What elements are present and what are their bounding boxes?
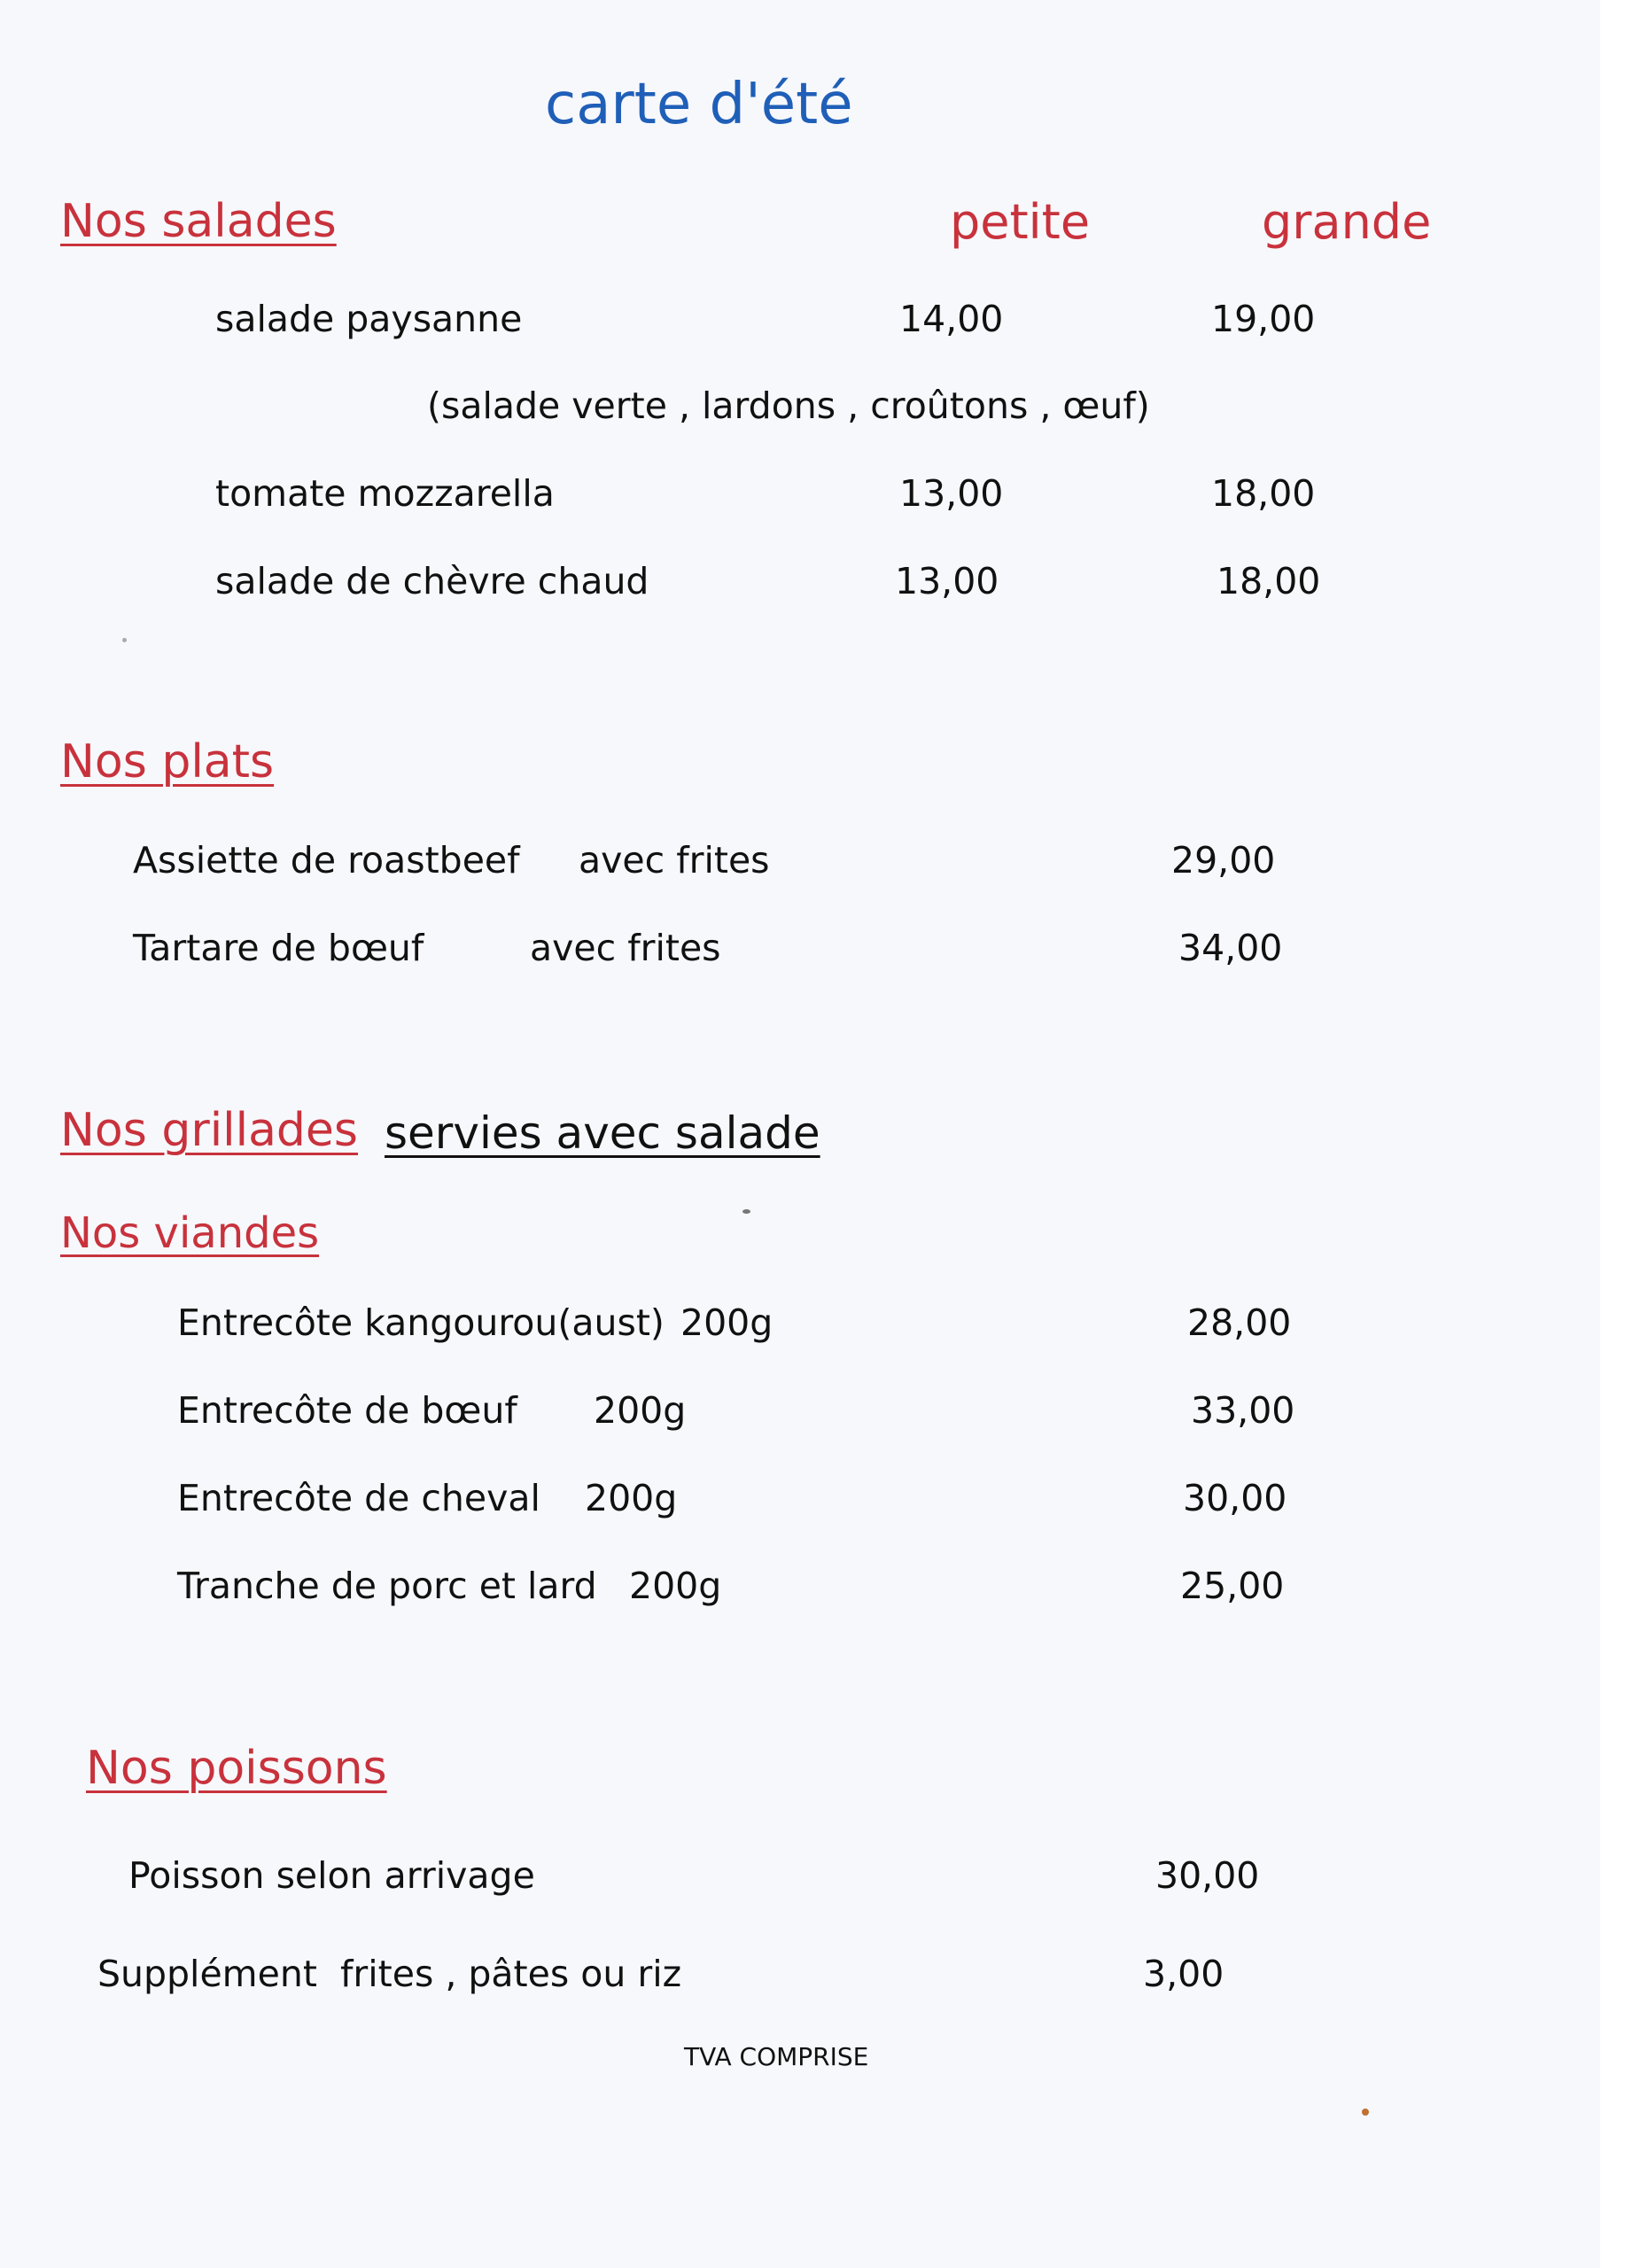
section-heading-poissons: Nos poissons (86, 1742, 387, 1795)
menu-item-price-small: 13,00 (899, 472, 1004, 515)
menu-item-price: 3,00 (1143, 1953, 1224, 1995)
section-heading-grillades: Nos grillades (60, 1104, 359, 1157)
section-heading-salades: Nos salades (60, 195, 337, 248)
menu-item-name: Entrecôte de bœuf (177, 1389, 517, 1432)
menu-item-name: Tranche de porc et lard (177, 1565, 597, 1607)
page-title: carte d'été (545, 72, 853, 137)
menu-item-price-small: 13,00 (895, 560, 999, 602)
menu-item-name: Supplément frites , pâtes ou riz (97, 1953, 682, 1995)
menu-item-name: tomate mozzarella (215, 472, 555, 515)
footer-note: TVA COMPRISE (684, 2042, 869, 2071)
menu-item-name: Poisson selon arrivage (128, 1854, 535, 1897)
menu-item-weight: 200g (585, 1477, 678, 1519)
scan-speck (742, 1209, 750, 1214)
menu-item-name: Assiette de roastbeef (133, 839, 520, 882)
menu-item-price: 25,00 (1180, 1565, 1285, 1607)
menu-item-weight: 200g (680, 1301, 773, 1344)
menu-item-weight: 200g (629, 1565, 722, 1607)
menu-item-name: Entrecôte kangourou(aust) (177, 1301, 665, 1344)
menu-item-name: Tartare de bœuf (133, 927, 424, 969)
menu-item-price: 33,00 (1191, 1389, 1295, 1432)
menu-item-price: 28,00 (1187, 1301, 1292, 1344)
scan-speck (122, 638, 127, 642)
menu-item-price-large: 18,00 (1211, 472, 1316, 515)
menu-item-price-large: 18,00 (1217, 560, 1321, 602)
scan-speck (1362, 2109, 1369, 2116)
menu-item-extra: avec frites (530, 927, 721, 969)
section-heading-plats: Nos plats (60, 735, 275, 788)
menu-item-name: salade de chèvre chaud (215, 560, 649, 602)
menu-item-price: 29,00 (1171, 839, 1276, 882)
menu-item-price: 30,00 (1183, 1477, 1287, 1519)
column-header-petite: petite (950, 194, 1091, 250)
menu-item-price: 34,00 (1178, 927, 1283, 969)
menu-item-price-large: 19,00 (1211, 298, 1316, 340)
scan-edge (1600, 0, 1648, 2268)
menu-item-name: Entrecôte de cheval (177, 1477, 540, 1519)
section-subtitle: servies avec salade (385, 1107, 820, 1159)
subsection-heading-viandes: Nos viandes (60, 1208, 320, 1258)
menu-item-price: 30,00 (1155, 1854, 1260, 1897)
menu-item-weight: 200g (594, 1389, 687, 1432)
menu-item-description: (salade verte , lardons , croûtons , œuf) (427, 384, 1150, 427)
menu-item-price-small: 14,00 (899, 298, 1004, 340)
menu-item-extra: avec frites (579, 839, 770, 882)
menu-item-name: salade paysanne (215, 298, 523, 340)
column-header-grande: grande (1262, 194, 1432, 250)
